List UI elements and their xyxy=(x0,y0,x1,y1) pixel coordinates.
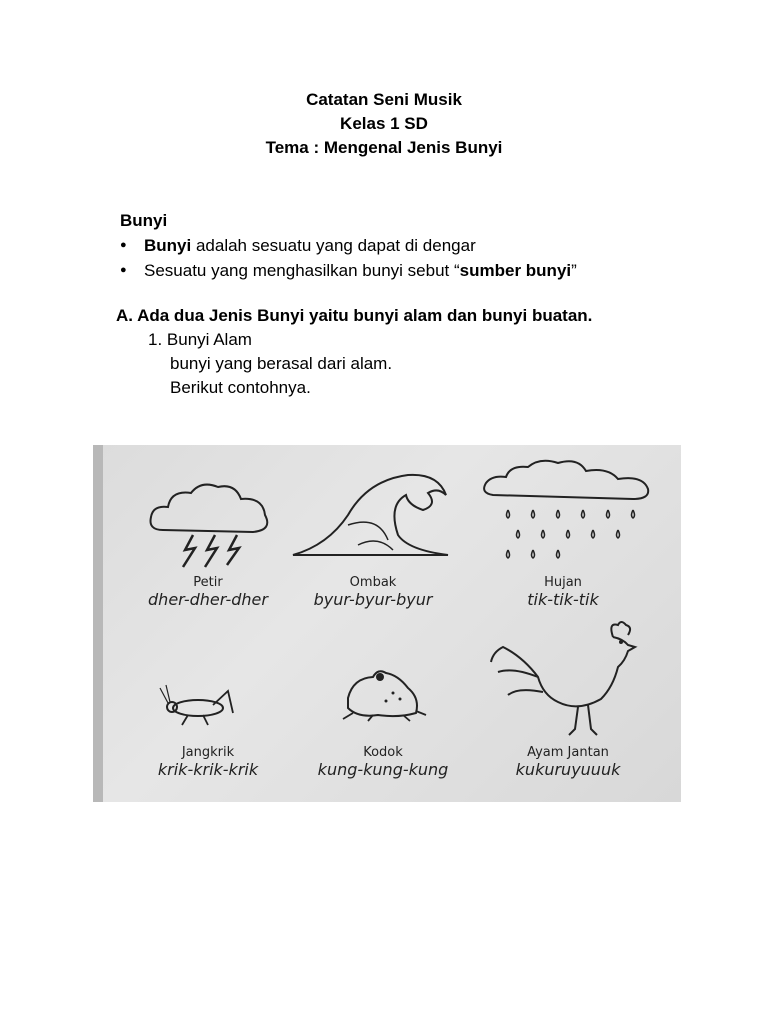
example-name: Kodok xyxy=(363,745,403,760)
bullet-item xyxy=(120,233,720,258)
example-sound: krik-krik-krik xyxy=(157,760,259,779)
bullet-text: ” xyxy=(571,261,577,280)
example-name: Ayam Jantan xyxy=(527,745,609,760)
section-a-title: A. Ada dua Jenis Bunyi yaitu bunyi alam dan bunyi buatan. xyxy=(116,306,593,325)
example-kodok xyxy=(308,745,458,779)
example-sound: tik-tik-tik xyxy=(527,590,599,609)
example-sound: kukuruyuuuk xyxy=(515,760,621,779)
example-name: Ombak xyxy=(349,575,397,590)
bunyi-heading: Bunyi xyxy=(120,211,168,230)
example-petir xyxy=(133,575,283,609)
example-name: Petir xyxy=(193,575,223,590)
numbered-item-label: 1. Bunyi Alam xyxy=(148,330,252,349)
rooster-icon xyxy=(483,617,638,737)
examples-photo xyxy=(93,445,681,802)
numbered-item-desc: bunyi yang berasal dari alam. xyxy=(170,354,393,373)
lightning-cloud-icon xyxy=(143,475,283,570)
frog-icon xyxy=(338,663,428,723)
numbered-item-example: Berikut contohnya. xyxy=(170,378,311,397)
example-ayam-jantan xyxy=(488,745,648,779)
document-title xyxy=(0,88,768,160)
bunyi-section xyxy=(120,208,720,283)
bullet-bold-term: Bunyi xyxy=(144,236,192,255)
bunyi-bullets xyxy=(120,233,720,283)
bullet-item xyxy=(120,258,720,283)
section-a xyxy=(116,304,736,400)
cricket-icon xyxy=(158,683,238,728)
wave-icon xyxy=(288,465,453,560)
title-line-1: Catatan Seni Musik xyxy=(306,90,462,109)
example-sound: dher-dher-dher xyxy=(148,590,268,609)
bullet-text: Sesuatu yang menghasilkan bunyi sebut “ xyxy=(144,261,460,280)
example-hujan xyxy=(488,575,638,609)
example-jangkrik xyxy=(133,745,283,779)
example-name: Jangkrik xyxy=(181,745,235,760)
title-line-2: Kelas 1 SD xyxy=(340,114,428,133)
bullet-text: adalah sesuatu yang dapat di dengar xyxy=(191,236,476,255)
example-name: Hujan xyxy=(544,575,582,590)
rain-cloud-icon xyxy=(478,455,658,565)
numbered-item xyxy=(116,328,736,400)
title-line-3: Tema : Mengenal Jenis Bunyi xyxy=(265,138,503,157)
example-sound: byur-byur-byur xyxy=(313,590,433,609)
bullet-bold-term: sumber bunyi xyxy=(459,261,572,280)
photo-shadow-edge xyxy=(93,445,103,802)
example-sound: kung-kung-kung xyxy=(317,760,449,779)
example-ombak xyxy=(298,575,448,609)
